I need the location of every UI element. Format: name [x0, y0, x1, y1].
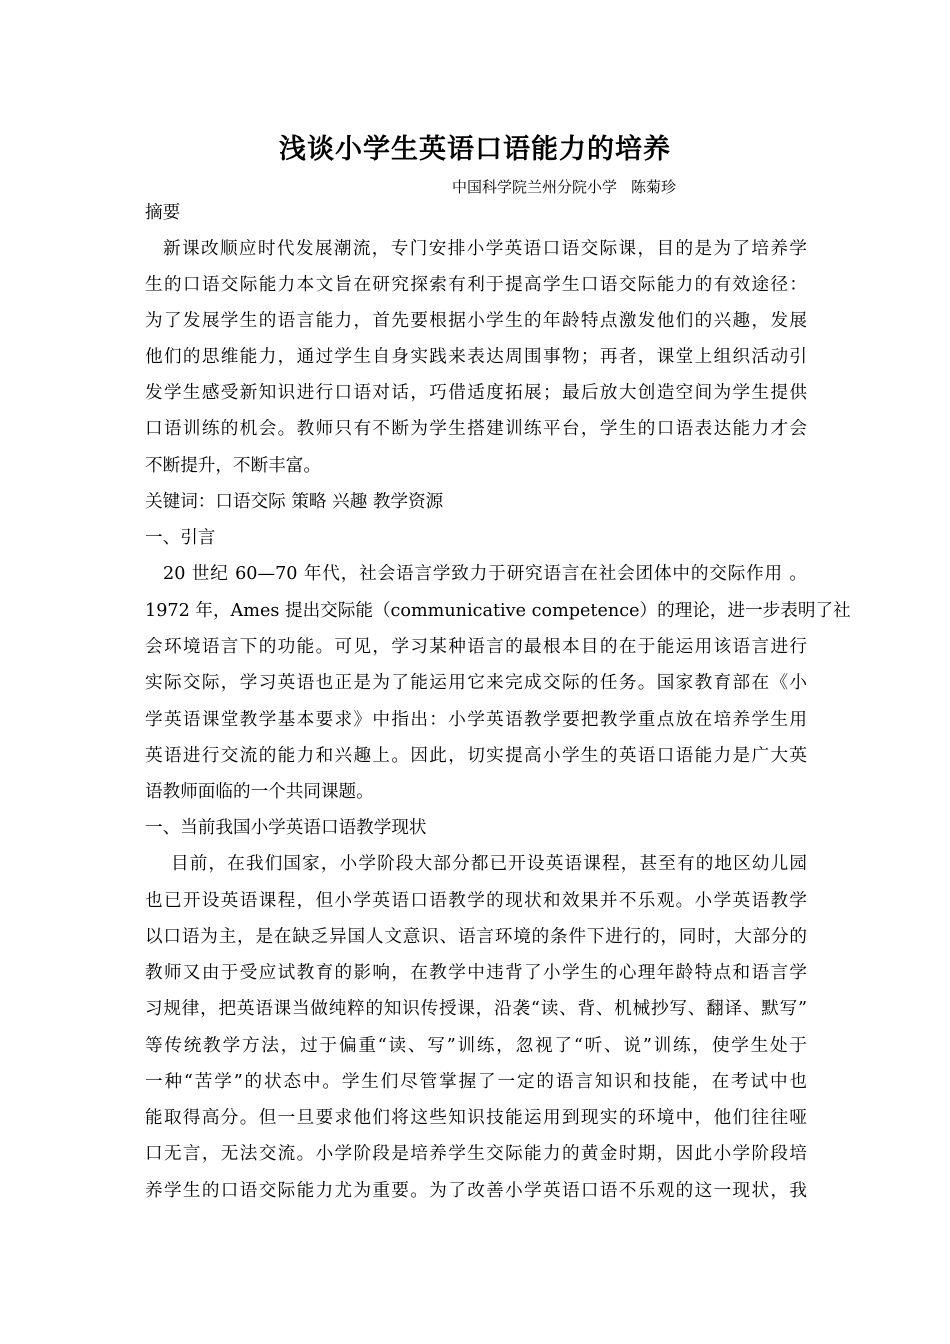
abstract-line: 不断提升，不断丰富。 — [145, 456, 321, 476]
keywords-line: 关键词：口语交际 策略 兴趣 教学资源 — [145, 492, 444, 512]
intro-line: 学英语课堂教学基本要求》中指出：小学英语教学要把教学重点放在培养学生用 — [145, 710, 807, 730]
author-name: 陈菊珍 — [631, 178, 677, 196]
intro-line: 会环境语言下的功能。可见，学习某种语言的最根本目的在于能运用该语言进行 — [145, 637, 807, 657]
status-line: 习规律，把英语课当做纯粹的知识传授课，沿袭“读、背、机械抄写、翻译、默写” — [145, 999, 807, 1019]
intro-line: 英语进行交流的能力和兴趣上。因此，切实提高小学生的英语口语能力是广大英 — [145, 746, 807, 766]
intro-line: 语教师面临的一个共同课题。 — [145, 782, 374, 802]
status-line: 教师又由于受应试教育的影响，在教学中违背了小学生的心理年龄特点和语言学 — [145, 963, 807, 983]
status-line: 等传统教学方法，过于偏重“读、写”训练，忽视了“听、说”训练，使学生处于 — [145, 1036, 807, 1056]
abstract-line: 口语训练的机会。教师只有不断为学生搭建训练平台，学生的口语表达能力才会 — [145, 419, 807, 439]
section-heading-status: 一、当前我国小学英语口语教学现状 — [145, 818, 427, 838]
abstract-line: 为了发展学生的语言能力，首先要根据小学生的年龄特点激发他们的兴趣，发展 — [145, 311, 807, 331]
author-line — [452, 176, 676, 198]
status-line: 一种“苦学”的状态中。学生们尽管掌握了一定的语言知识和技能，在考试中也 — [145, 1072, 807, 1092]
abstract-line: 新课改顺应时代发展潮流，专门安排小学英语口语交际课，目的是为了培养学 — [163, 239, 807, 259]
status-line: 也已开设英语课程，但小学英语口语教学的现状和效果并不乐观。小学英语教学 — [145, 891, 807, 911]
status-line: 目前，在我们国家，小学阶段大部分都已开设英语课程，甚至有的地区幼儿园 — [171, 854, 807, 874]
abstract-line: 生的口语交际能力本文旨在研究探索有利于提高学生口语交际能力的有效途径： — [145, 275, 807, 295]
status-line: 能取得高分。但一旦要求他们将这些知识技能运用到现实的环境中，他们往往哑 — [145, 1108, 807, 1128]
abstract-line: 发学生感受新知识进行口语对话，巧借适度拓展；最后放大创造空间为学生提供 — [145, 383, 807, 403]
author-affiliation: 中国科学院兰州分院小学 — [452, 178, 618, 196]
status-line: 养学生的口语交际能力尤为重要。为了改善小学英语口语不乐观的这一现状，我 — [145, 1181, 807, 1201]
abstract-heading: 摘要 — [145, 203, 181, 223]
status-line: 以口语为主，是在缺乏异国人文意识、语言环境的条件下进行的，同时，大部分的 — [145, 927, 807, 947]
section-heading-intro: 一、引言 — [145, 528, 216, 548]
abstract-line: 他们的思维能力，通过学生自身实践来表达周围事物；再者，课堂上组织活动引 — [145, 347, 807, 367]
intro-line: 1972 年，Ames 提出交际能（communicative competence）的理论，进一步表明了社 — [145, 601, 851, 621]
status-line: 口无言，无法交流。小学阶段是培养学生交际能力的黄金时期，因此小学阶段培 — [145, 1144, 807, 1164]
intro-line: 20 世纪 60—70 年代，社会语言学致力于研究语言在社会团体中的交际作用 。 — [163, 564, 807, 584]
intro-line: 实际交际，学习英语也正是为了能运用它来完成交际的任务。国家教育部在《小 — [145, 673, 807, 693]
document-title: 浅谈小学生英语口语能力的培养 — [279, 134, 671, 165]
